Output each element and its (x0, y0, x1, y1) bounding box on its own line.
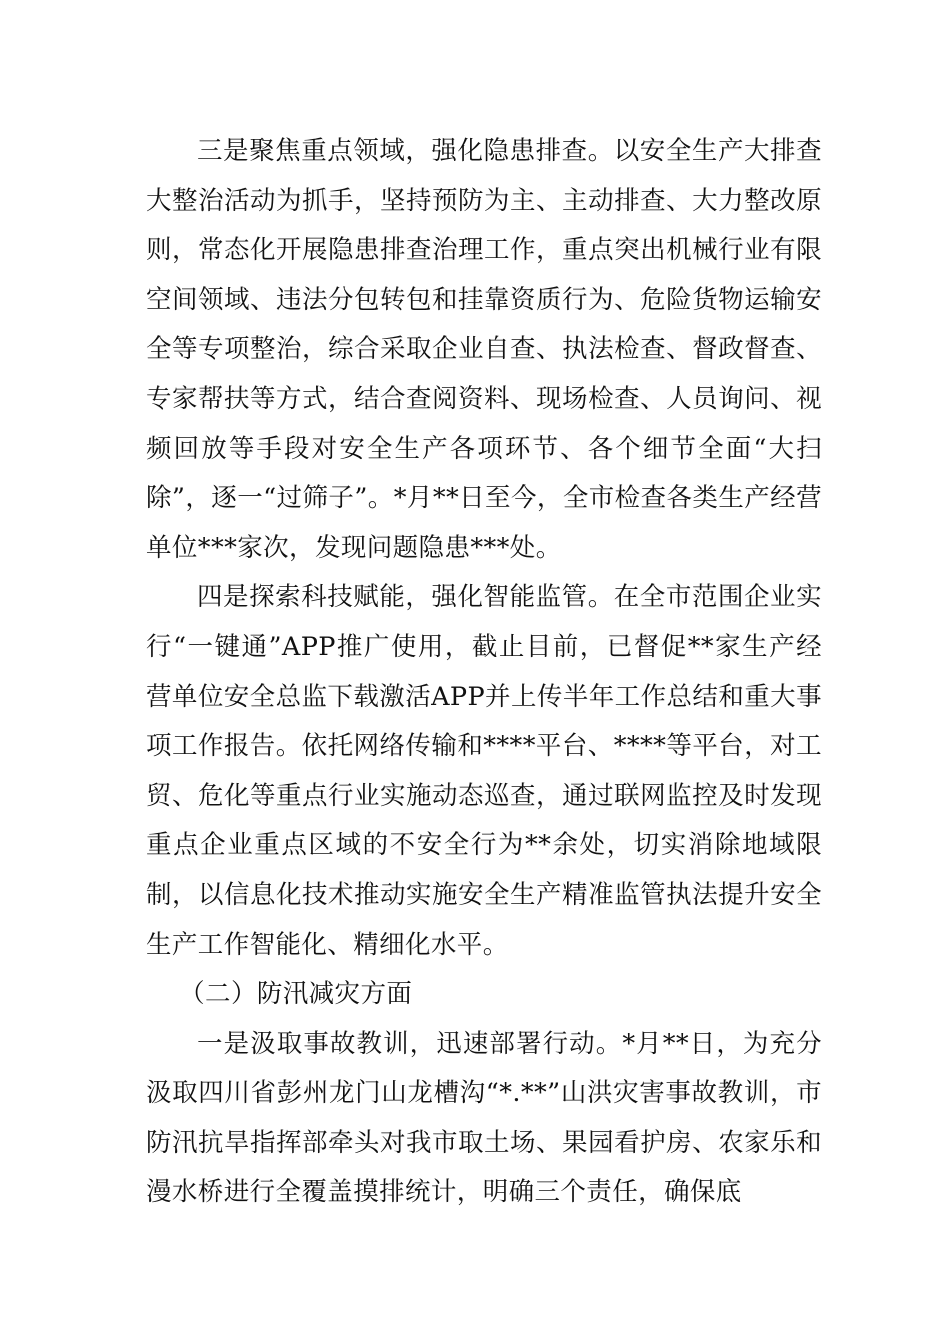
paragraph-smart-supervision: 四是探索科技赋能，强化智能监管。在全市范围企业实行“一键通”APP推广使用，截止目前，已督促**家生产经营单位安全总监下载激活APP并上传半年工作总结和重大事项工作报告。依托网络传输和****平台、****等平台，对工贸、危化等重点行业实施动态巡查，通过联网监控及时发现重点企业重点区域的不安全行为**余处，切实消除地域限制，以信息化技术推动实施安全生产精准监管执法提升安全生产工作智能化、精细化水平。 (146, 582, 822, 960)
paragraph-hazard-inspection: 三是聚焦重点领域，强化隐患排查。以安全生产大排查大整治活动为抓手，坚持预防为主、主动排查、大力整改原则，常态化开展隐患排查治理工作，重点突出机械行业有限空间领域、违法分包转包和挂靠资质行为、危险货物运输安全等专项整治，综合采取企业自查、执法检查、督政督查、专家帮扶等方式，结合查阅资料、现场检查、人员询问、视频回放等手段对安全生产各项环节、各个细节全面“大扫除”，逐一“过筛子”。*月**日至今，全市检查各类生产经营单位***家次，发现问题隐患***处。 (146, 136, 822, 563)
paragraph-flood-lessons: 一是汲取事故教训，迅速部署行动。*月**日，为充分汲取四川省彭州龙门山龙槽沟“*.**”山洪灾害事故教训，市防汛抗旱指挥部牵头对我市取土场、果园看护房、农家乐和漫水桥进行全覆盖摸排统计，明确三个责任，确保底 (146, 1028, 822, 1208)
document-body (146, 127, 822, 1218)
section-heading-flood-control: （二）防汛减灾方面 (179, 979, 413, 1010)
